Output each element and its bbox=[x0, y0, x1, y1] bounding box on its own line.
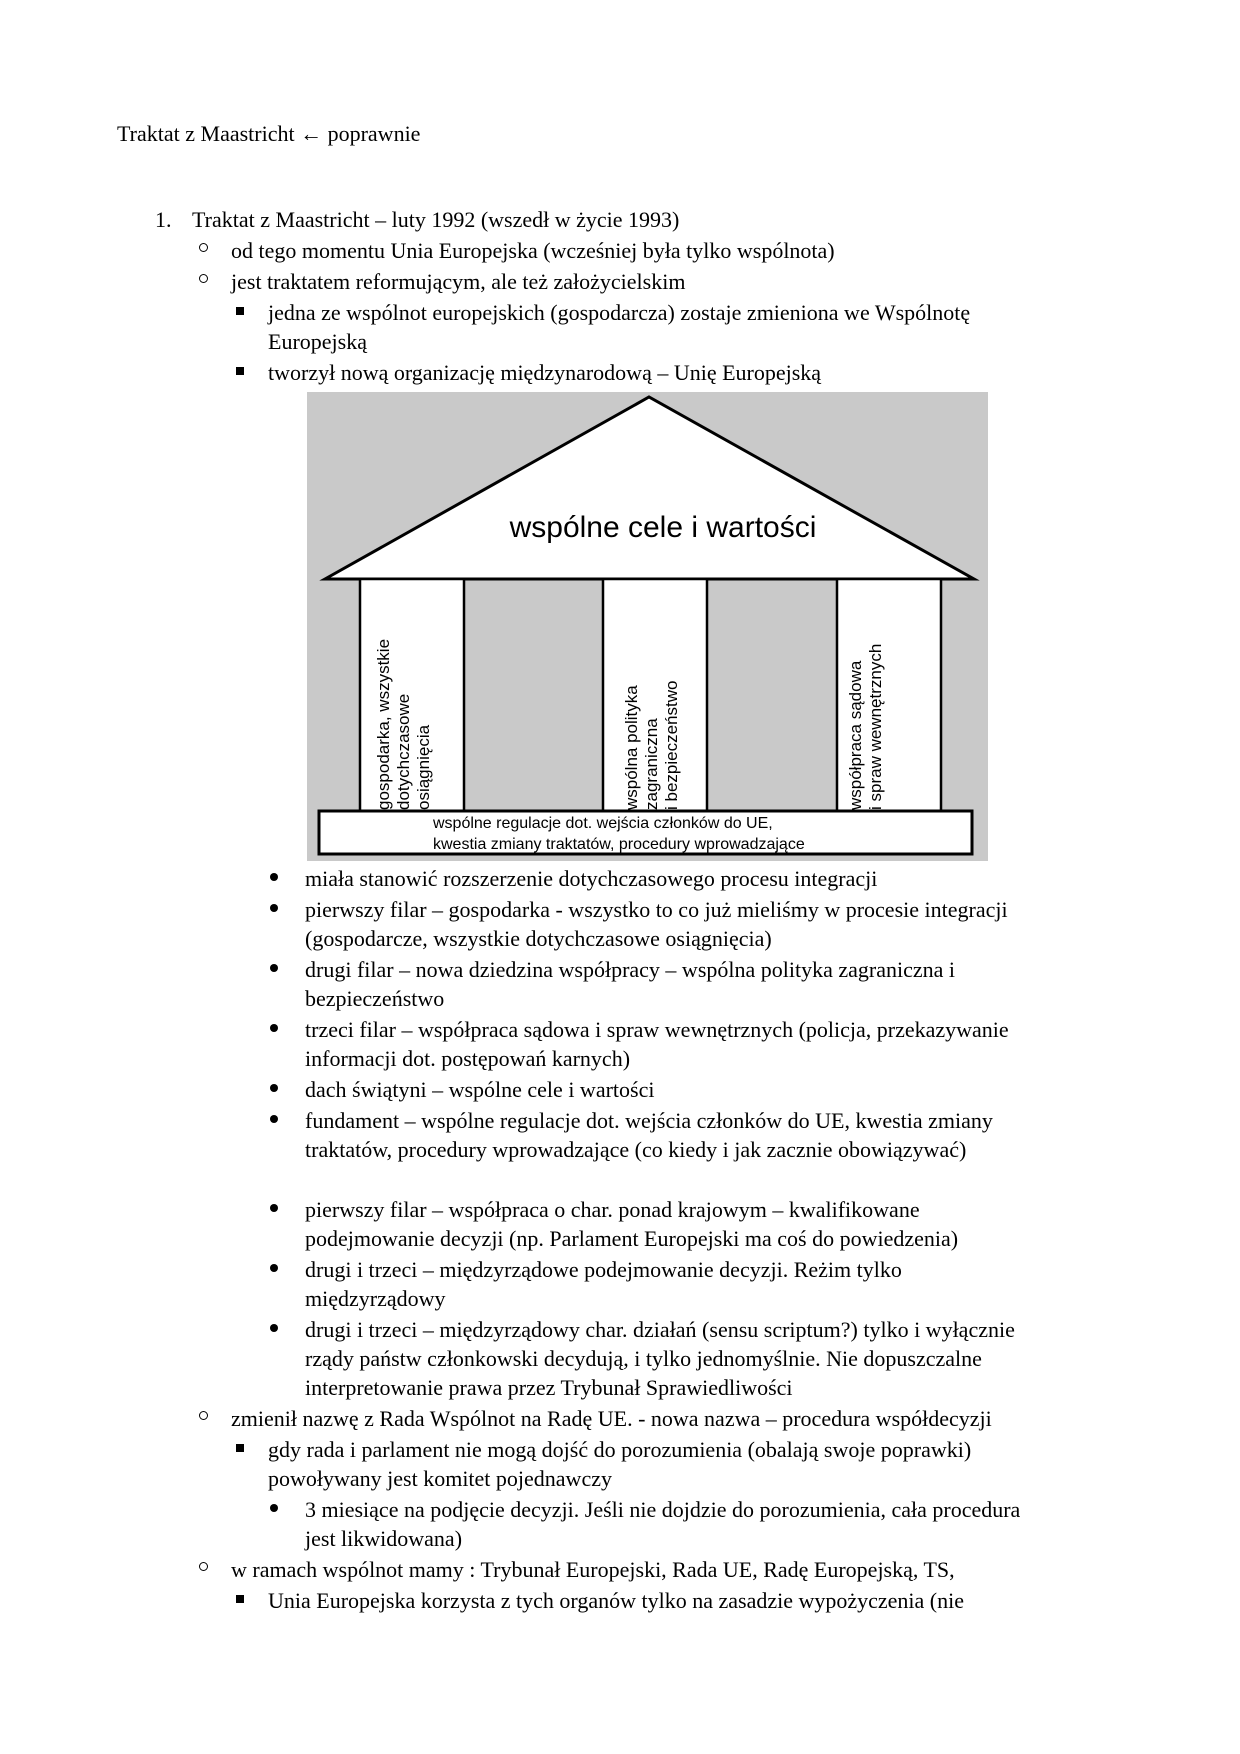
list-item: pierwszy filar – gospodarka - wszystko to co już mieliśmy w procesie integracji bbox=[305, 897, 1008, 922]
list-item: tworzył nową organizację międzynarodową – Unię Europejską bbox=[268, 360, 822, 385]
circle-bullet-icon bbox=[199, 274, 208, 283]
list-item: rządy państw członkowski decydują, i tylko jednomyślnie. Nie dopuszczalne bbox=[305, 1346, 982, 1371]
pillar-3-label-line2: i spraw wewnętrznych bbox=[866, 643, 885, 810]
pillar-1-label-line2: dotychczasowe bbox=[394, 693, 413, 810]
pillar-1-label-line1: gospodarka, wszystkie bbox=[374, 638, 393, 810]
square-bullet-icon bbox=[236, 307, 244, 315]
left-arrow-icon: ← bbox=[300, 121, 323, 146]
list-item: od tego momentu Unia Europejska (wcześniej była tylko wspólnota) bbox=[231, 238, 835, 263]
list-item: interpretowanie prawa przez Trybunał Sprawiedliwości bbox=[305, 1375, 793, 1400]
list-item: fundament – wspólne regulacje dot. wejścia członków do UE, kwestia zmiany bbox=[305, 1108, 993, 1133]
list-item: podejmowanie decyzji (np. Parlament Europejski ma coś do powiedzenia) bbox=[305, 1226, 959, 1251]
header-title: Traktat z Maastricht bbox=[117, 121, 295, 146]
list-item: informacji dot. postępowań karnych) bbox=[305, 1046, 631, 1071]
list-item: trzeci filar – współpraca sądowa i spraw wewnętrznych (policja, przekazywanie bbox=[305, 1017, 1009, 1042]
header-note: poprawnie bbox=[327, 121, 421, 146]
list-item: międzyrządowy bbox=[305, 1286, 446, 1311]
list-item: jedna ze wspólnot europejskich (gospodarcza) zostaje zmieniona we Wspólnotę bbox=[268, 300, 971, 325]
eu-pillars-diagram bbox=[307, 392, 988, 861]
list-item: zmienił nazwę z Rada Wspólnot na Radę UE. - nowa nazwa – procedura współdecyzji bbox=[231, 1406, 992, 1431]
pillar-2-label-line2: zagraniczna bbox=[642, 718, 661, 810]
list-item: dach świątyni – wspólne cele i wartości bbox=[305, 1077, 655, 1102]
pillar-2-label-line3: i bezpieczeństwo bbox=[662, 680, 681, 810]
dot-bullet-icon bbox=[270, 1504, 278, 1512]
roof-label: wspólne cele i wartości bbox=[509, 511, 817, 544]
list-item: 3 miesiące na podjęcie decyzji. Jeśli nie dojdzie do porozumienia, cała procedura bbox=[305, 1497, 1021, 1522]
pillar-2 bbox=[603, 579, 707, 811]
pillar-1 bbox=[360, 579, 464, 811]
circle-bullet-icon bbox=[199, 1562, 208, 1571]
list-item: jest likwidowana) bbox=[305, 1526, 463, 1551]
dot-bullet-icon bbox=[270, 964, 278, 972]
list-item: gdy rada i parlament nie mogą dojść do porozumienia (obalają swoje poprawki) bbox=[268, 1437, 972, 1462]
pillar-2-label-line1: wspólna polityka bbox=[622, 685, 641, 810]
list-item: traktatów, procedury wprowadzające (co kiedy i jak zacznie obowiązywać) bbox=[305, 1137, 967, 1162]
list-item: powoływany jest komitet pojednawczy bbox=[268, 1466, 612, 1491]
square-bullet-icon bbox=[236, 1595, 244, 1603]
list-number: 1. bbox=[155, 207, 172, 232]
foundation-label-line1: wspólne regulacje dot. wejścia członków do UE, bbox=[433, 815, 773, 832]
square-bullet-icon bbox=[236, 367, 244, 375]
dot-bullet-icon bbox=[270, 1084, 278, 1092]
circle-bullet-icon bbox=[199, 1411, 208, 1420]
dot-bullet-icon bbox=[270, 1264, 278, 1272]
pillar-3-label-line1: współpraca sądowa bbox=[846, 660, 865, 810]
pillar-3 bbox=[837, 579, 941, 811]
list-item: drugi filar – nowa dziedzina współpracy – wspólna polityka zagraniczna i bbox=[305, 957, 955, 982]
dot-bullet-icon bbox=[270, 1324, 278, 1332]
dot-bullet-icon bbox=[270, 873, 278, 881]
dot-bullet-icon bbox=[270, 1204, 278, 1212]
list-item: miała stanowić rozszerzenie dotychczasowego procesu integracji bbox=[305, 866, 878, 891]
list-item: Europejską bbox=[268, 329, 367, 354]
list-item: jest traktatem reformującym, ale też założycielskim bbox=[231, 269, 686, 294]
dot-bullet-icon bbox=[270, 1115, 278, 1123]
list-item: (gospodarcze, wszystkie dotychczasowe osiągnięcia) bbox=[305, 926, 772, 951]
section-title: Traktat z Maastricht – luty 1992 (wszedł w życie 1993) bbox=[192, 207, 680, 232]
list-item: pierwszy filar – współpraca o char. ponad krajowym – kwalifikowane bbox=[305, 1197, 920, 1222]
list-item: drugi i trzeci – międzyrządowy char. działań (sensu scriptum?) tylko i wyłącznie bbox=[305, 1317, 1015, 1342]
list-item: w ramach wspólnot mamy : Trybunał Europejski, Rada UE, Radę Europejską, TS, bbox=[231, 1557, 955, 1582]
pillar-1-label-line3: osiągnięcia bbox=[414, 724, 433, 810]
square-bullet-icon bbox=[236, 1444, 244, 1452]
list-item: Unia Europejska korzysta z tych organów tylko na zasadzie wypożyczenia (nie bbox=[268, 1588, 964, 1613]
list-item: bezpieczeństwo bbox=[305, 986, 445, 1011]
circle-bullet-icon bbox=[199, 243, 208, 252]
dot-bullet-icon bbox=[270, 1024, 278, 1032]
page-header bbox=[117, 119, 420, 148]
temple-foundation bbox=[319, 811, 972, 854]
dot-bullet-icon bbox=[270, 904, 278, 912]
list-item: drugi i trzeci – międzyrządowe podejmowanie decyzji. Reżim tylko bbox=[305, 1257, 902, 1282]
foundation-label-line2: kwestia zmiany traktatów, procedury wprowadzające bbox=[433, 836, 805, 853]
